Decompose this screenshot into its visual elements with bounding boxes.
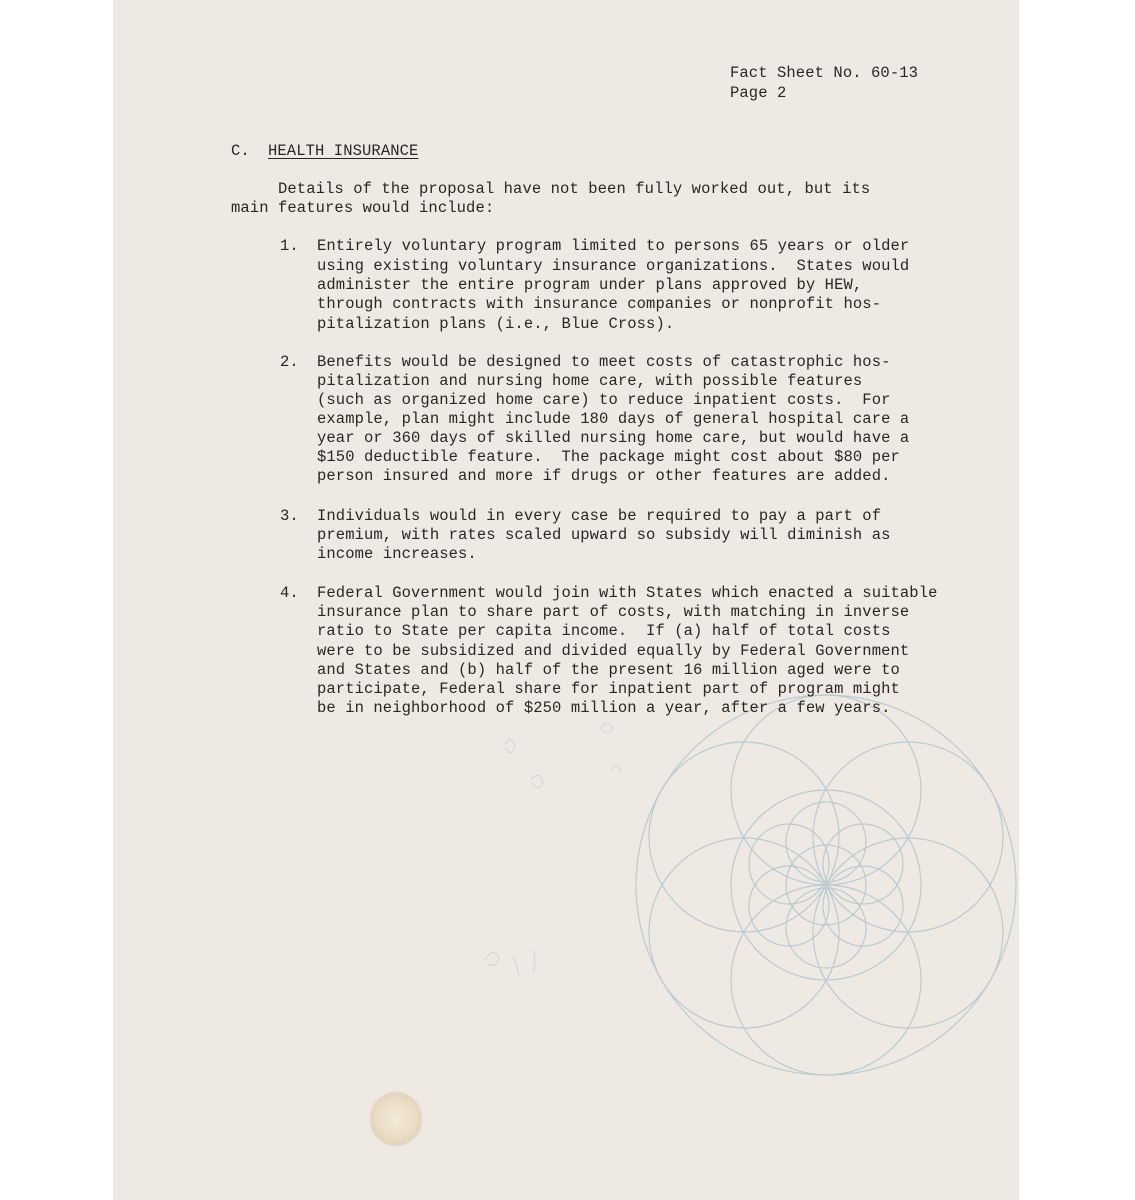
item-line: pitalization plans (i.e., Blue Cross). [317,315,675,333]
item-line: year or 360 days of skilled nursing home care, but would have a [317,429,910,447]
item-line: participate, Federal share for inpatient part of program might [317,680,900,698]
document-page [113,0,1019,1200]
item-line: using existing voluntary insurance organizations. States would [317,257,910,275]
item-line: person insured and more if drugs or other features are added. [317,467,891,485]
item-line: Federal Government would join with States which enacted a suitable [317,584,938,602]
item-line: ratio to State per capita income. If (a) half of total costs [317,622,891,640]
item-line: example, plan might include 180 days of general hospital care a [317,410,910,428]
item-line: Entirely voluntary program limited to persons 65 years or older [317,237,910,255]
section-letter: C. [231,142,250,160]
item-line: be in neighborhood of $250 million a year, after a few years. [317,699,891,717]
intro-line: main features would include: [231,199,495,217]
item-number: 4. [280,584,299,602]
item-line: administer the entire program under plans approved by HEW, [317,276,863,294]
section-title: HEALTH INSURANCE [268,142,419,160]
item-number: 1. [280,237,299,255]
item-line: through contracts with insurance companies or nonprofit hos- [317,295,882,313]
item-line: $150 deductible feature. The package might cost about $80 per [317,448,900,466]
item-line: Individuals would in every case be required to pay a part of [317,507,882,525]
page-number: Page 2 [730,84,787,102]
item-number: 3. [280,507,299,525]
item-line: and States and (b) half of the present 16 million aged were to [317,661,900,679]
item-line: insurance plan to share part of costs, with matching in inverse [317,603,910,621]
fact-sheet-number: Fact Sheet No. 60-13 [730,64,919,82]
item-number: 2. [280,353,299,371]
item-line: Benefits would be designed to meet costs of catastrophic hos- [317,353,891,371]
paper-stain [371,1093,421,1145]
item-line: pitalization and nursing home care, with possible features [317,372,863,390]
intro-line: Details of the proposal have not been fully worked out, but its [231,180,871,198]
item-line: were to be subsidized and divided equally by Federal Government [317,642,910,660]
item-line: (such as organized home care) to reduce inpatient costs. For [317,391,891,409]
item-line: income increases. [317,545,477,563]
item-line: premium, with rates scaled upward so subsidy will diminish as [317,526,891,544]
